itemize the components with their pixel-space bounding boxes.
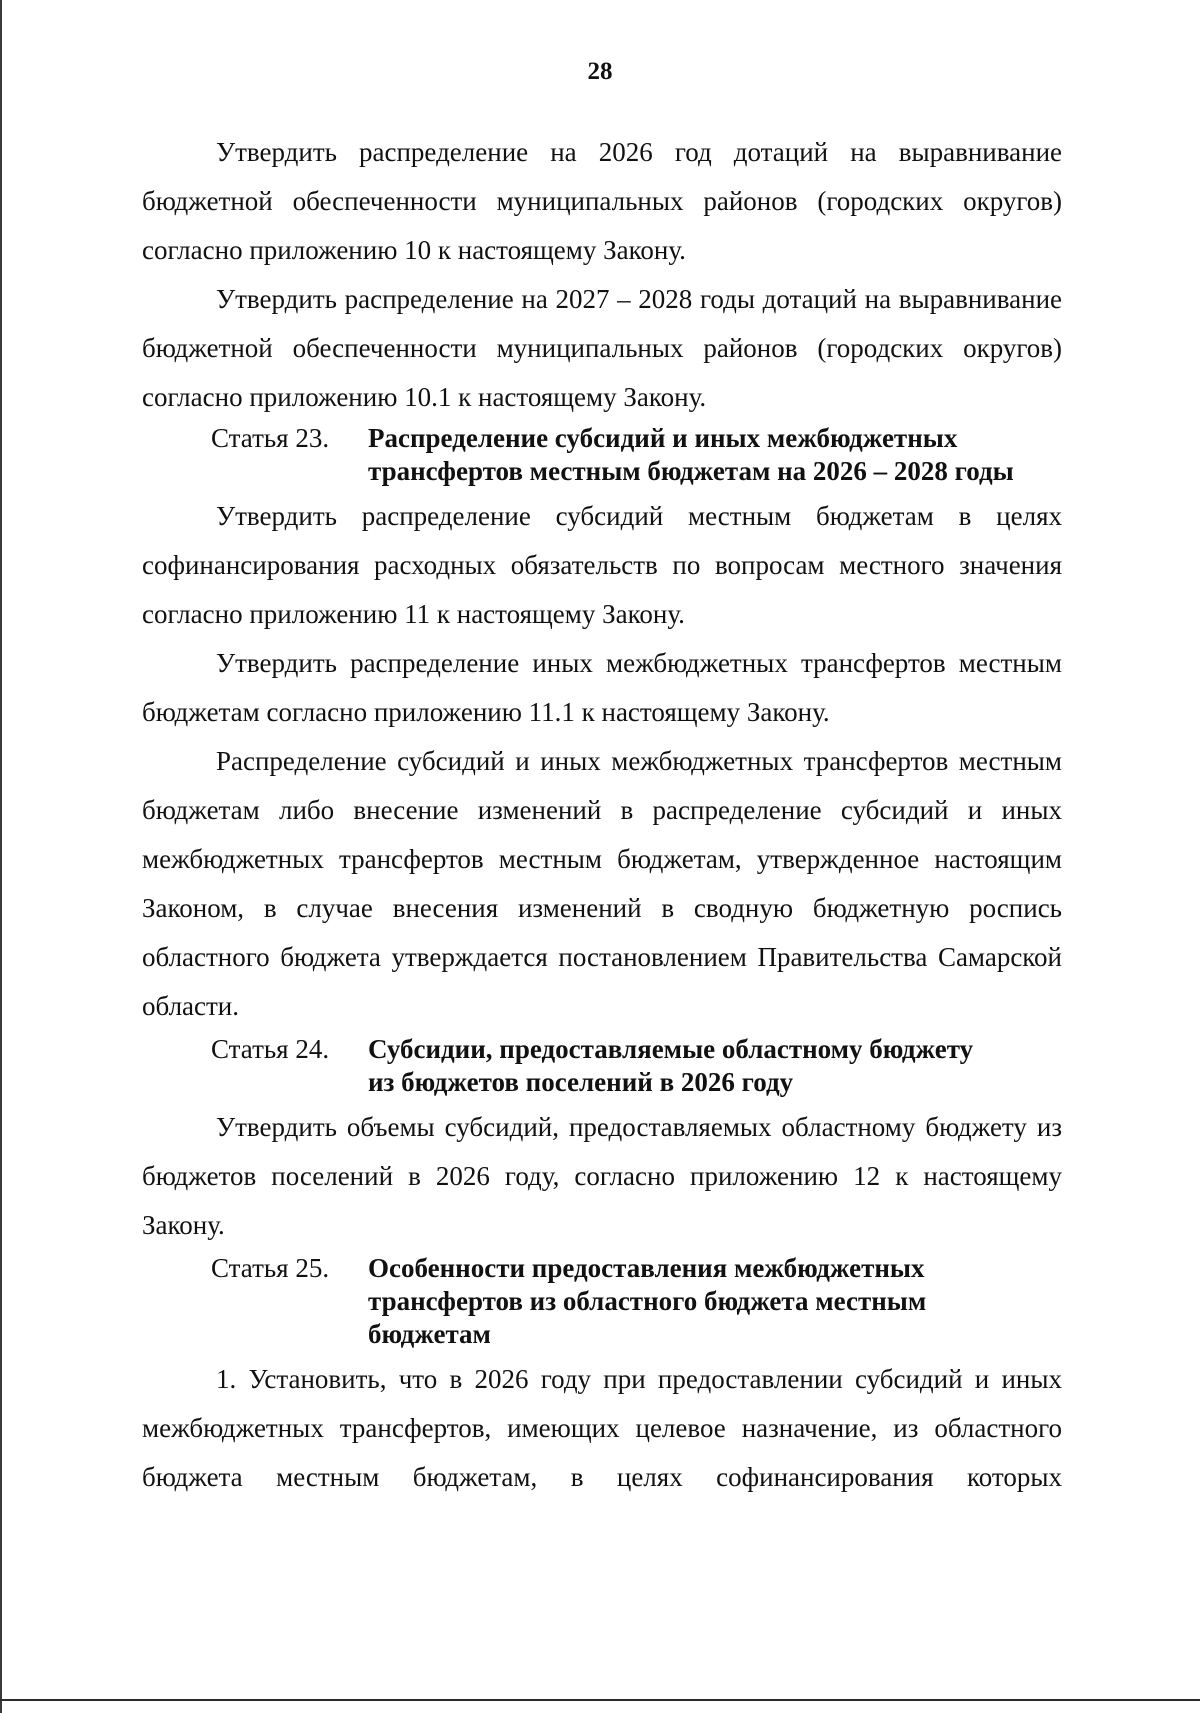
article-label: Статья 24. — [211, 1034, 330, 1064]
article-title-line: Распределение субсидий и иных межбюджетных — [368, 423, 958, 453]
article-heading — [142, 1252, 1062, 1351]
scan-edge-left — [0, 0, 2, 1713]
document-body — [142, 128, 1062, 1502]
article-title-line: Особенности предоставления межбюджетных — [368, 1253, 925, 1283]
article-title-line: из бюджетов поселений в 2026 году — [368, 1067, 794, 1097]
article-title — [368, 1252, 1048, 1351]
paragraph: Утвердить распределение субсидий местным бюджетам в целях софинансирования расходных обязательств по вопросам местного значения согласно приложению 11 к настоящему Закону. — [142, 501, 1062, 629]
article-title — [368, 422, 1048, 488]
article-heading — [142, 1033, 1062, 1099]
article-heading — [142, 422, 1062, 488]
paragraph: Утвердить объемы субсидий, предоставляемых областному бюджету из бюджетов поселений в 2026 году, согласно приложению 12 к настоящему Закону. — [142, 1112, 1062, 1240]
page-number: 28 — [587, 58, 613, 85]
article-title-line: трансфертов из областного бюджета местным — [368, 1286, 927, 1316]
paragraph: Утвердить распределение иных межбюджетных трансфертов местным бюджетам согласно приложению 11.1 к настоящему Закону. — [142, 648, 1062, 727]
article-title-line: Субсидии, предоставляемые областному бюджету — [368, 1034, 974, 1064]
scan-edge-bottom — [0, 1699, 1200, 1701]
article-label: Статья 25. — [211, 1253, 330, 1283]
article-title-line: трансфертов местным бюджетам на 2026 – 2028 годы — [368, 456, 1014, 486]
article-title-line: бюджетам — [368, 1319, 491, 1349]
paragraph: Распределение субсидий и иных межбюджетных трансфертов местным бюджетам либо внесение изменений в распределение субсидий и иных межбюджетных трансфертов местным бюджетам, утвержденное настоящим Законом, в случае внесения изменений в сводную бюджетную роспись областного бюджета утверждается постановлением Правительства Самарской области. — [142, 746, 1062, 1021]
paragraph: Утвердить распределение на 2026 год дотаций на выравнивание бюджетной обеспеченности муниципальных районов (городских округов) согласно приложению 10 к настоящему Закону. — [142, 137, 1062, 265]
article-label: Статья 23. — [211, 423, 330, 453]
paragraph: Утвердить распределение на 2027 – 2028 годы дотаций на выравнивание бюджетной обеспеченности муниципальных районов (городских округов) согласно приложению 10.1 к настоящему Закону. — [142, 284, 1062, 412]
article-title — [368, 1033, 1048, 1099]
paragraph: 1. Установить, что в 2026 году при предоставлении субсидий и иных межбюджетных трансфертов, имеющих целевое назначение, из областного бюджета местным бюджетам, в целях софинансирования которых — [142, 1364, 1062, 1492]
